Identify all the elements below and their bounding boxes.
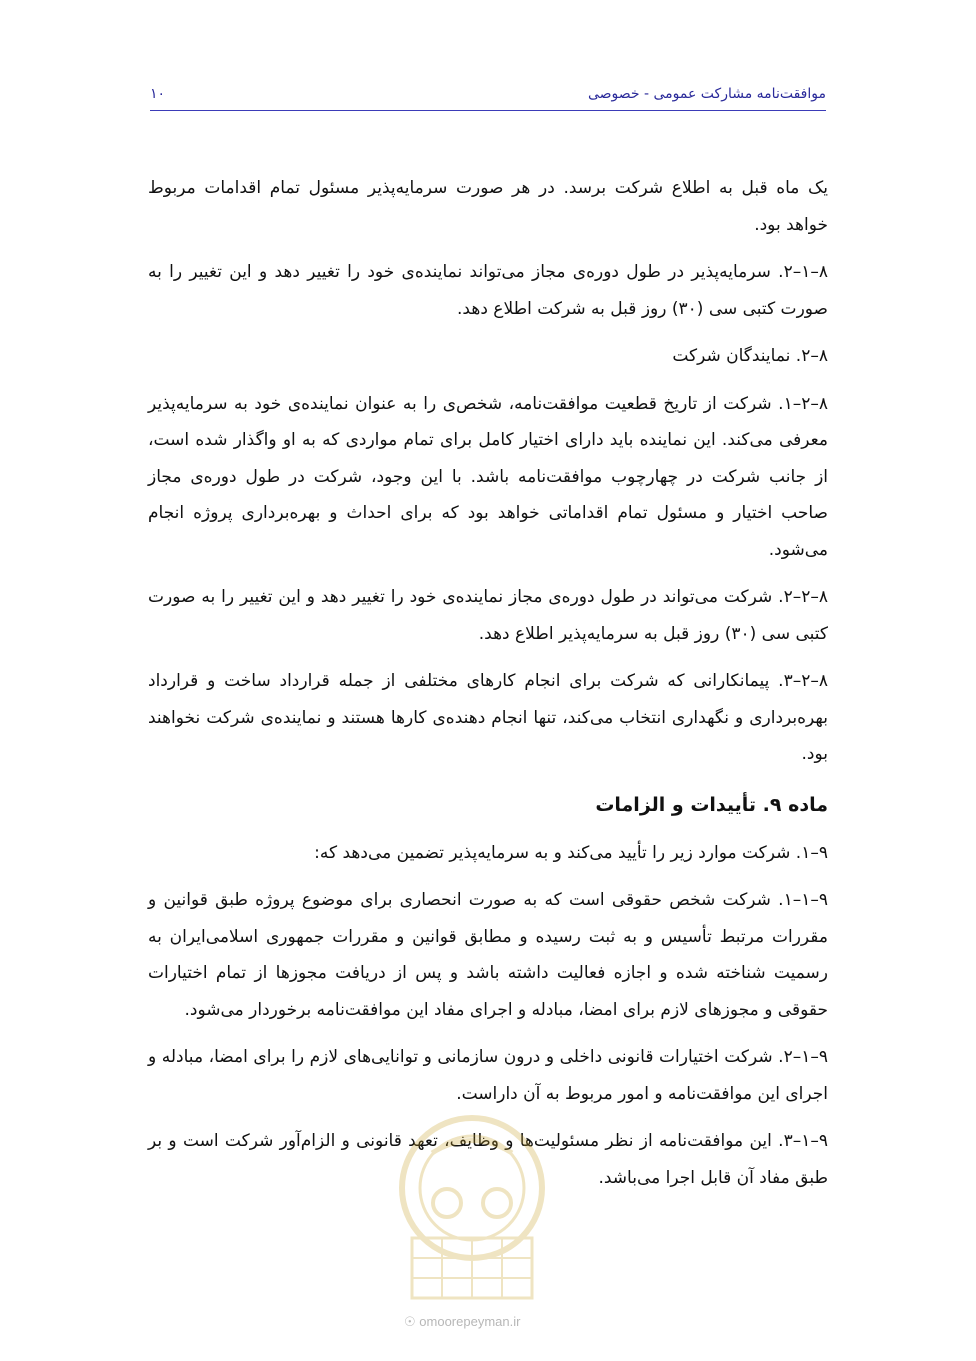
page-body — [148, 170, 828, 1207]
paragraph-9-1-3: ۹–۱–۳. این موافقت‌نامه از نظر مسئولیت‌ها و وظایف، تعهد قانونی و الزام‌آور شرکت است و بر طبق مفاد آن قابل اجرا می‌باشد. — [148, 1131, 828, 1188]
section-heading-article-9: ماده ۹. تأییدات و الزامات — [595, 793, 828, 816]
paragraph-8-2-1: ۸–۲–۱. شرکت از تاریخ قطعیت موافقت‌نامه، شخص‌ی را به عنوان نماینده‌ی خود به سرمایه‌پذیر معرفی می‌کند. این نماینده باید دارای اختیار کامل برای تمام مواردی که به او واگذار شده است، از جانب شرکت در چهارچوب موافقت‌نامه باشد. با این وجود، شرکت در طول دوره‌ی مجاز صاحب اختیار و مسئول تمام اقداماتی خواهد بود که برای احداث و بهره‌برداری پروژه انجام می‌شود. — [148, 393, 828, 560]
paragraph-9-1-2: ۹–۱–۲. شرکت اختیارات قانونی داخلی و درون سازمانی و توانایی‌های لازم را برای امضا، مبادله و اجرای این موافقت‌نامه و امور مربوط به آن داراست. — [148, 1047, 828, 1104]
paragraph-9-1: ۹–۱. شرکت موارد زیر را تأیید می‌کند و به سرمایه‌پذیر تضمین می‌دهد که: — [314, 842, 828, 863]
footer-website-text: omoorepeyman.ir — [419, 1314, 521, 1329]
globe-icon: ☉ — [404, 1314, 416, 1329]
watermark-logo-icon — [392, 1108, 552, 1308]
paragraph-8-2-2: ۸–۲–۲. شرکت می‌تواند در طول دوره‌ی مجاز نماینده‌ی خود را تغییر دهد و این تغییر را به صورت کتبی سی (۳۰) روز قبل به سرمایه‌پذیر اطلاع دهد. — [148, 587, 828, 644]
footer-website — [404, 1314, 520, 1330]
paragraph-1: یک ماه قبل به اطلاع شرکت برسد. در هر صورت سرمایه‌پذیر مسئول تمام اقدامات مربوط خواهد بود. — [148, 178, 828, 235]
page-number: ۱۰ — [150, 86, 166, 102]
paragraph-8-2-3: ۸–۲–۳. پیمانکارانی که شرکت برای انجام کارهای مختلفی از جمله قرارداد ساخت و قرارداد بهره‌برداری و نگهداری انتخاب می‌کند، تنها انجام دهنده‌ی کارها هستند و نماینده‌ی شرکت نخواهند بود. — [148, 671, 828, 764]
paragraph-8-1-2: ۸–۱–۲. سرمایه‌پذیر در طول دوره‌ی مجاز می‌تواند نماینده‌ی خود را تغییر دهد و این تغییر را به صورت کتبی سی (۳۰) روز قبل به شرکت اطلاع دهد. — [148, 262, 828, 319]
paragraph-9-1-1: ۹–۱–۱. شرکت شخص حقوقی است که به صورت انحصاری برای موضوع پروژه طبق قوانین و مقررات مرتبط تأسیس و به ثبت رسیده و مطابق قوانین و مقررات جمهوری اسلامی‌ایران به رسمیت شناخته شده و اجازه فعالیت داشته باشد و پس از دریافت مجوزها از تمام اختیارات حقوقی و مجوزهای لازم برای امضا، مبادله و اجرای مفاد این موافقت‌نامه برخوردار می‌شود. — [148, 890, 828, 1020]
page-header — [150, 80, 826, 111]
subheading-8-2: ۸–۲. نمایندگان شرکت — [672, 346, 828, 366]
document-title: موافقت‌نامه مشارکت عمومی - خصوصی — [587, 86, 826, 102]
